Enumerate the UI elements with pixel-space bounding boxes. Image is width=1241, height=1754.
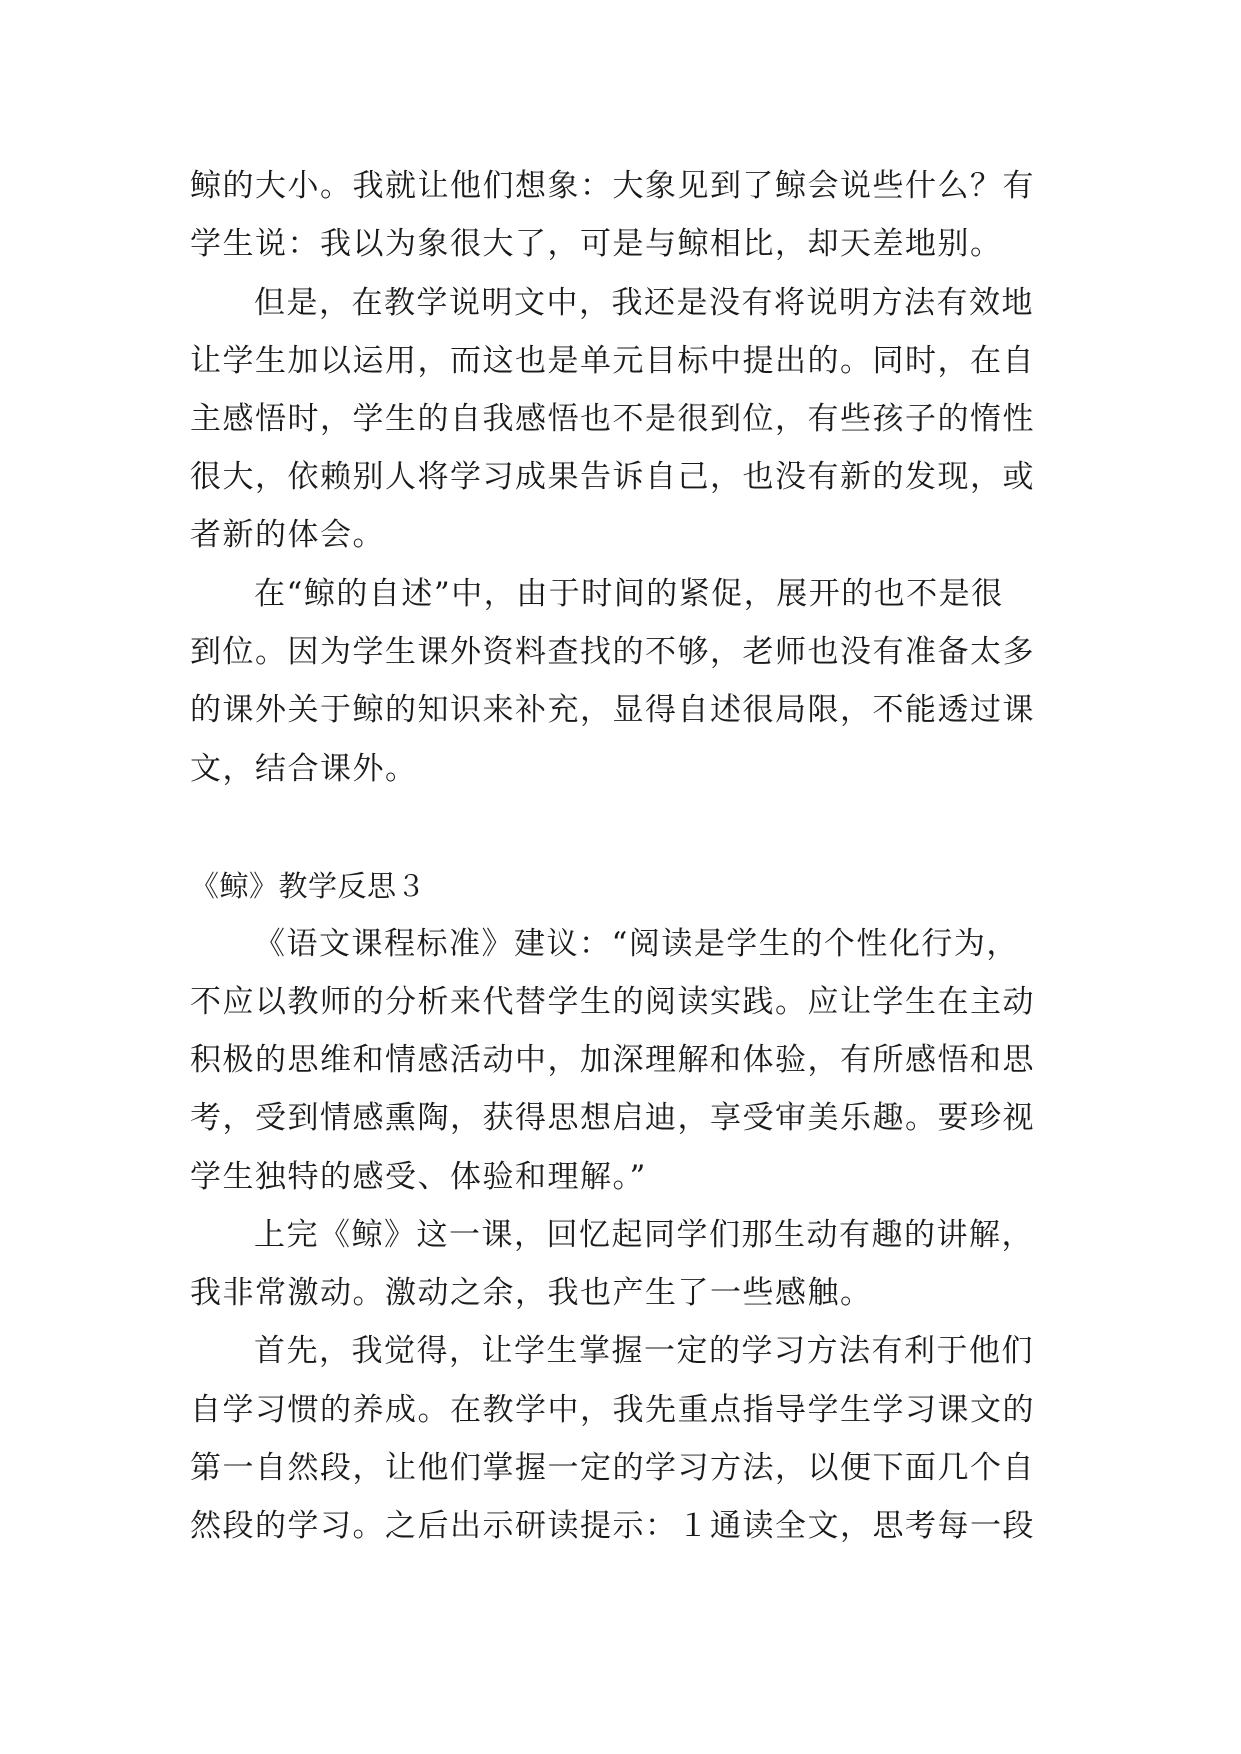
text-line: 很大，依赖别人将学习成果告诉自己，也没有新的发现，或 <box>190 459 1035 495</box>
text-line: 首先，我觉得，让学生掌握一定的学习方法有利于他们 <box>254 1333 1034 1369</box>
text-line: 第一自然段，让他们掌握一定的学习方法，以便下面几个自 <box>190 1450 1035 1486</box>
text-line: 我非常激动。激动之余，我也产生了一些感触。 <box>190 1275 873 1311</box>
text-line: 者新的体会。 <box>190 517 385 553</box>
text-line: 上完《鲸》这一课，回忆起同学们那生动有趣的讲解， <box>254 1217 1034 1253</box>
section-heading: 《鲸》教学反思３ <box>190 869 427 903</box>
text-line: 然段的学习。之后出示研读提示：１通读全文，思考每一段 <box>190 1508 1035 1544</box>
text-line: 在“鲸的自述”中，由于时间的紧促，展开的也不是很 <box>254 576 1004 612</box>
text-line: 但是，在教学说明文中，我还是没有将说明方法有效地 <box>254 285 1034 321</box>
text-line: 考，受到情感熏陶，获得思想启迪，享受审美乐趣。要珍视 <box>190 1100 1035 1136</box>
text-line: 的课外关于鲸的知识来补充，显得自述很局限，不能透过课 <box>190 692 1035 728</box>
text-line: 学生说：我以为象很大了，可是与鲸相比，却天差地别。 <box>190 226 1003 262</box>
text-line: 文，结合课外。 <box>190 751 418 787</box>
text-line: 自学习惯的养成。在教学中，我先重点指导学生学习课文的 <box>190 1392 1035 1428</box>
text-line: 学生独特的感受、体验和理解。” <box>190 1159 647 1195</box>
text-line: 到位。因为学生课外资料查找的不够，老师也没有准备太多 <box>190 634 1035 670</box>
text-line: 不应以教师的分析来代替学生的阅读实践。应让学生在主动 <box>190 984 1035 1020</box>
text-line: 让学生加以运用，而这也是单元目标中提出的。同时，在自 <box>190 343 1035 379</box>
text-line: 主感悟时，学生的自我感悟也不是很到位，有些孩子的惰性 <box>190 401 1035 437</box>
text-line: 积极的思维和情感活动中，加深理解和体验，有所感悟和思 <box>190 1042 1035 1078</box>
text-line: 《语文课程标准》建议：“阅读是学生的个性化行为， <box>254 926 1019 962</box>
text-line: 鲸的大小。我就让他们想象：大象见到了鲸会说些什么？有 <box>190 168 1035 204</box>
